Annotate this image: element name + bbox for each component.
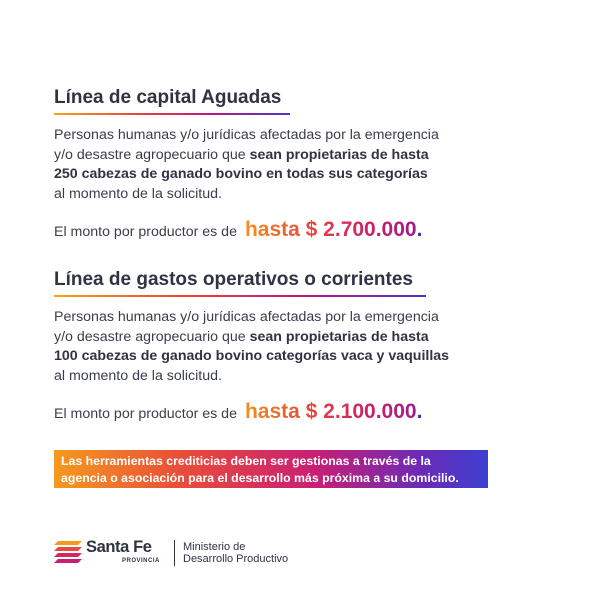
amount-prefix: El monto por productor es de bbox=[54, 406, 237, 422]
santa-fe-logo bbox=[54, 538, 174, 568]
amount-value: hasta $ 2.700.000 bbox=[244, 218, 417, 241]
info-banner: Las herramientas crediticias deben ser gestionas a través de la agencia o asociación para el desarrollo más próxima a su domicilio. bbox=[54, 450, 488, 488]
title-underline bbox=[54, 295, 426, 297]
amount-line: El monto por productor es de hasta $ 2.700.000 . bbox=[54, 218, 423, 241]
section-capital-aguadas bbox=[54, 86, 554, 242]
section-title: Línea de capital Aguadas bbox=[54, 87, 282, 108]
title-underline bbox=[54, 113, 290, 115]
ministry-name: Ministerio de Desarrollo Productivo bbox=[183, 540, 289, 565]
section-description: Personas humanas y/o jurídicas afectadas por la emergencia y/o desastre agropecuario que sean propietarias de hasta 250 cabezas de ganado bovino en todas sus categorías al momento de la solicitud. bbox=[54, 127, 439, 202]
section-title: Línea de gastos operativos o corrientes bbox=[54, 269, 413, 290]
amount-value: hasta $ 2.100.000 bbox=[244, 400, 417, 423]
amount-prefix: El monto por productor es de bbox=[54, 224, 237, 240]
logo-subtitle: PROVINCIA bbox=[122, 558, 160, 564]
amount-line: El monto por productor es de hasta $ 2.100.000 . bbox=[54, 400, 423, 423]
footer-divider bbox=[174, 540, 175, 566]
footer bbox=[54, 538, 288, 568]
santa-fe-flag-icon bbox=[54, 541, 82, 563]
section-description: Personas humanas y/o jurídicas afectadas por la emergencia y/o desastre agropecuario que sean propietarias de hasta 100 cabezas de ganado bovino categorías vaca y vaquillas al momento de la solicitud. bbox=[54, 309, 450, 384]
section-gastos-operativos bbox=[54, 268, 554, 424]
logo-name: Santa Fe bbox=[86, 538, 152, 556]
